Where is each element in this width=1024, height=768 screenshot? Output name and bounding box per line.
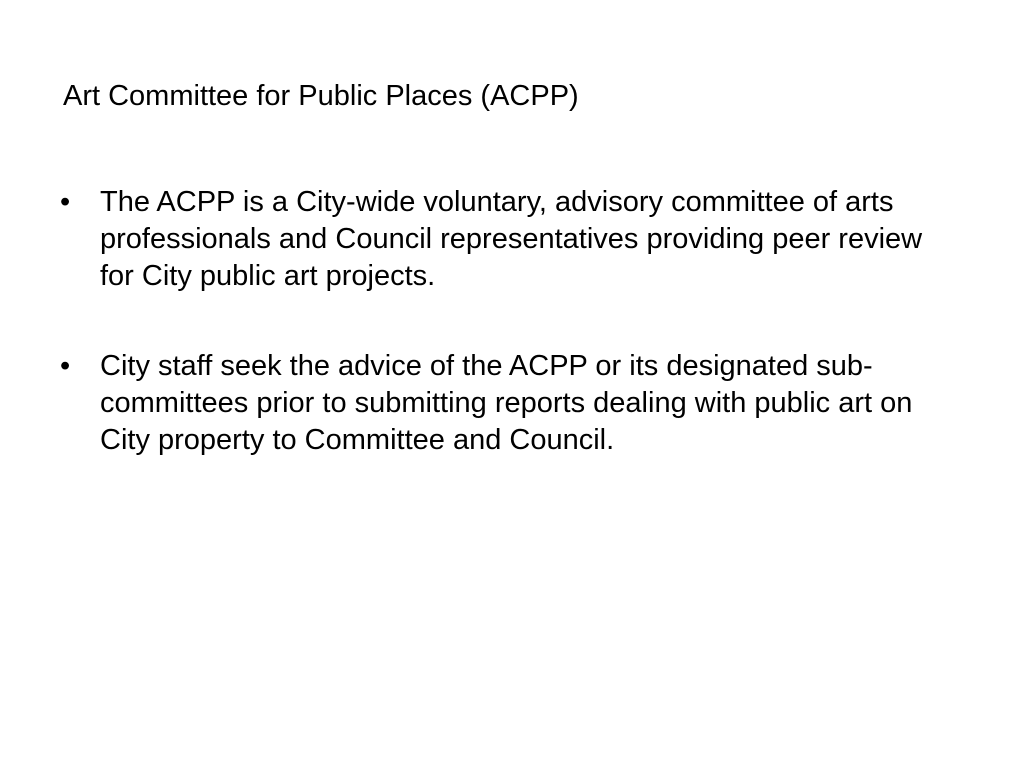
list-item (60, 184, 960, 295)
bullet-text: City staff seek the advice of the ACPP or its designated sub-committees prior to submitting reports dealing with public art on City property to Committee and Council. (100, 350, 913, 456)
bullet-text: The ACPP is a City-wide voluntary, advisory committee of arts professionals and Council representatives providing peer review for City public art projects. (100, 186, 923, 292)
list-item (60, 348, 960, 459)
slide-title: Art Committee for Public Places (ACPP) (63, 80, 579, 112)
bullet-icon: • (60, 350, 71, 382)
bullet-icon: • (60, 186, 71, 218)
bullet-list (60, 184, 960, 512)
